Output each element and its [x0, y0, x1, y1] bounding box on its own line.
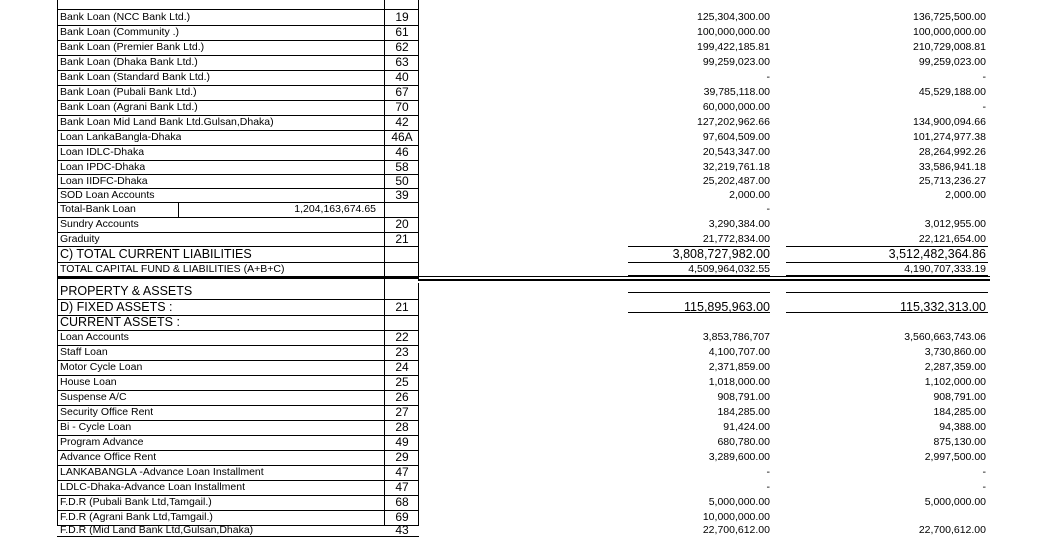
vertical-rule	[384, 202, 385, 217]
subtotal-amount: 1,204,163,674.65	[294, 203, 376, 215]
row-label: Motor Cycle Loan	[60, 361, 143, 373]
section-rule	[57, 278, 419, 279]
previous-year-amount: 22,700,612.00	[918, 524, 986, 536]
previous-year-amount: 210,729,008.81	[913, 41, 986, 53]
current-year-amount: 1,018,000.00	[708, 376, 770, 388]
previous-year-amount: 115,332,313.00	[900, 300, 986, 314]
vertical-rule	[418, 283, 419, 525]
current-year-amount	[422, 283, 770, 299]
row-label: LDLC-Dhaka-Advance Loan Installment	[60, 481, 246, 493]
note-number: 47	[395, 480, 409, 494]
current-year-amount: 100,000,000.00	[697, 26, 770, 38]
note-number: 23	[395, 345, 409, 359]
note-number: 20	[395, 217, 409, 231]
note-number: 47	[395, 465, 409, 479]
current-year-amount: 20,543,347.00	[702, 146, 770, 158]
vertical-rule	[418, 0, 419, 278]
previous-year-amount: 3,560,663,743.06	[904, 331, 986, 343]
previous-year-amount: -	[982, 481, 986, 493]
previous-year-amount: -	[982, 466, 986, 478]
current-year-amount	[422, 315, 770, 330]
current-year-amount: 3,290,384.00	[708, 218, 770, 230]
note-number: 49	[395, 435, 409, 449]
note-number: 63	[395, 55, 409, 69]
row-label: Bank Loan (Pubali Bank Ltd.)	[60, 86, 197, 98]
note-number: 29	[395, 450, 409, 464]
note-number: 43	[395, 524, 409, 536]
current-year-amount: 3,289,600.00	[708, 451, 770, 463]
row-label: Loan IPDC-Dhaka	[60, 161, 146, 173]
current-year-amount: 32,219,761.18	[702, 161, 770, 173]
previous-year-amount: 2,287,359.00	[924, 361, 986, 373]
row-label: Advance Office Rent	[60, 451, 157, 463]
previous-year-amount	[786, 510, 986, 525]
row-label: Loan IIDFC-Dhaka	[60, 175, 148, 187]
previous-year-amount: -	[982, 71, 986, 83]
current-year-amount: 97,604,509.00	[702, 131, 770, 143]
row-label: C) TOTAL CURRENT LIABILITIES	[60, 247, 252, 261]
current-year-amount: 199,422,185.81	[697, 41, 770, 53]
note-number	[386, 315, 418, 330]
row-label: Program Advance	[60, 436, 144, 448]
note-number: 26	[395, 390, 409, 404]
previous-year-amount: 100,000,000.00	[913, 26, 986, 38]
row-label: Loan Accounts	[60, 331, 129, 343]
vertical-rule	[384, 0, 385, 278]
row-label: D) FIXED ASSETS :	[60, 300, 173, 314]
note-number: 39	[395, 188, 409, 202]
note-number: 70	[395, 100, 409, 114]
note-number: 61	[395, 25, 409, 39]
row-label: F.D.R (Mid Land Bank Ltd,Gulsan,Dhaka)	[60, 524, 254, 536]
current-year-amount: 25,202,487.00	[702, 175, 770, 187]
row-label: LANKABANGLA -Advance Loan Installment	[60, 466, 264, 478]
note-number: 58	[395, 160, 409, 174]
row-label: House Loan	[60, 376, 117, 388]
note-number: 50	[395, 174, 409, 188]
row-label: Loan LankaBangla-Dhaka	[60, 131, 182, 143]
note-number: 69	[395, 510, 409, 524]
previous-year-amount: 3,512,482,364.86	[888, 247, 986, 261]
vertical-rule	[57, 0, 58, 525]
current-year-amount: 115,895,963.00	[684, 300, 770, 314]
row-label: F.D.R (Agrani Bank Ltd,Tamgail.)	[60, 511, 213, 523]
current-year-amount: 60,000,000.00	[702, 101, 770, 113]
row-label: CURRENT ASSETS :	[60, 315, 180, 329]
current-year-amount: 2,000.00	[729, 189, 770, 201]
row-label: Sundry Accounts	[60, 218, 139, 230]
current-year-amount: 3,808,727,982.00	[672, 247, 770, 261]
note-number: 25	[395, 375, 409, 389]
note-number: 68	[395, 495, 409, 509]
row-label: Bank Loan (Dhaka Bank Ltd.)	[60, 56, 198, 68]
previous-year-amount: 94,388.00	[939, 421, 986, 433]
note-number	[386, 246, 418, 262]
row-label: Suspense A/C	[60, 391, 127, 403]
note-number: 42	[395, 115, 409, 129]
previous-year-amount: 908,791.00	[933, 391, 986, 403]
note-number: 27	[395, 405, 409, 419]
row-label: Bank Loan (NCC Bank Ltd.)	[60, 11, 191, 23]
current-year-amount: 908,791.00	[717, 391, 770, 403]
current-year-amount: 91,424.00	[723, 421, 770, 433]
previous-year-amount: 25,713,236.27	[918, 175, 986, 187]
current-year-amount: 3,853,786,707	[702, 331, 770, 343]
note-number: 24	[395, 360, 409, 374]
row-label: F.D.R (Pubali Bank Ltd,Tamgail.)	[60, 496, 212, 508]
current-year-amount: 5,000,000.00	[708, 496, 770, 508]
note-number: 21	[395, 300, 409, 314]
previous-year-amount: 28,264,992.26	[918, 146, 986, 158]
current-year-amount: -	[766, 466, 770, 478]
note-number	[386, 262, 418, 277]
current-year-amount: 22,700,612.00	[702, 524, 770, 536]
previous-year-amount: 99,259,023.00	[918, 56, 986, 68]
current-year-amount: 184,285.00	[717, 406, 770, 418]
row-label: Total-Bank Loan	[60, 203, 136, 215]
current-year-amount: 4,100,707.00	[708, 346, 770, 358]
current-year-amount: 127,202,962.66	[697, 116, 770, 128]
previous-year-amount: 101,274,977.38	[913, 131, 986, 143]
current-year-amount: 39,785,118.00	[703, 86, 770, 98]
row-label: TOTAL CAPITAL FUND & LIABILITIES (A+B+C)	[60, 263, 285, 275]
row-label: Loan IDLC-Dhaka	[60, 146, 145, 158]
row-label: SOD Loan Accounts	[60, 189, 155, 201]
previous-year-amount: 5,000,000.00	[924, 496, 986, 508]
previous-year-amount: 33,586,941.18	[918, 161, 986, 173]
previous-year-amount: 184,285.00	[933, 406, 986, 418]
previous-year-amount	[786, 283, 986, 299]
note-number: 40	[395, 70, 409, 84]
previous-year-amount: 2,997,500.00	[924, 451, 986, 463]
current-year-amount: -	[766, 203, 770, 215]
current-year-amount: 125,304,300.00	[697, 11, 770, 23]
row-rule	[57, 345, 419, 346]
current-year-amount: 4,509,964,032.55	[688, 263, 770, 275]
current-year-amount: 10,000,000.00	[702, 511, 770, 523]
vertical-rule	[384, 278, 385, 525]
previous-year-amount: 3,730,860.00	[924, 346, 986, 358]
current-year-amount: 680,780.00	[717, 436, 770, 448]
note-number: 21	[395, 232, 409, 246]
previous-year-amount: 1,102,000.00	[924, 376, 986, 388]
vertical-rule	[178, 202, 179, 217]
row-label: PROPERTY & ASSETS	[60, 284, 193, 298]
current-year-amount: 99,259,023.00	[702, 56, 770, 68]
previous-year-amount: 2,000.00	[945, 189, 986, 201]
note-number: 46	[395, 145, 409, 159]
row-label: Graduity	[60, 233, 100, 245]
note-number: 28	[395, 420, 409, 434]
current-year-amount: 21,772,834.00	[702, 233, 770, 245]
section-rule	[418, 279, 990, 281]
row-rule	[57, 232, 419, 233]
note-number: 62	[395, 40, 409, 54]
current-year-amount: -	[766, 481, 770, 493]
current-year-amount: 2,371,859.00	[708, 361, 770, 373]
note-number	[386, 202, 418, 217]
previous-year-amount	[786, 202, 986, 217]
row-label: Bank Loan Mid Land Bank Ltd.Gulsan,Dhaka)	[60, 116, 274, 128]
current-year-amount: -	[766, 71, 770, 83]
note-number: 67	[395, 85, 409, 99]
previous-year-amount: 45,529,188.00	[918, 86, 986, 98]
previous-year-amount	[786, 315, 986, 330]
previous-year-amount: 22,121,654.00	[918, 233, 986, 245]
row-label: Bank Loan (Community .)	[60, 26, 180, 38]
row-label: Staff Loan	[60, 346, 108, 358]
row-label: Bi - Cycle Loan	[60, 421, 132, 433]
row-label: Bank Loan (Premier Bank Ltd.)	[60, 41, 205, 53]
row-label: Security Office Rent	[60, 406, 154, 418]
previous-year-amount: 134,900,094.66	[913, 116, 986, 128]
note-number	[386, 283, 418, 299]
row-label: Bank Loan (Standard Bank Ltd.)	[60, 71, 211, 83]
note-number: 46A	[391, 130, 413, 144]
previous-year-amount: 3,012,955.00	[924, 218, 986, 230]
previous-year-amount: 4,190,707,333.19	[904, 263, 986, 275]
note-number: 19	[395, 10, 409, 24]
previous-year-amount: 875,130.00	[933, 436, 986, 448]
row-label: Bank Loan (Agrani Bank Ltd.)	[60, 101, 198, 113]
previous-year-amount: 136,725,500.00	[913, 11, 986, 23]
note-number: 22	[395, 330, 409, 344]
previous-year-amount: -	[982, 101, 986, 113]
